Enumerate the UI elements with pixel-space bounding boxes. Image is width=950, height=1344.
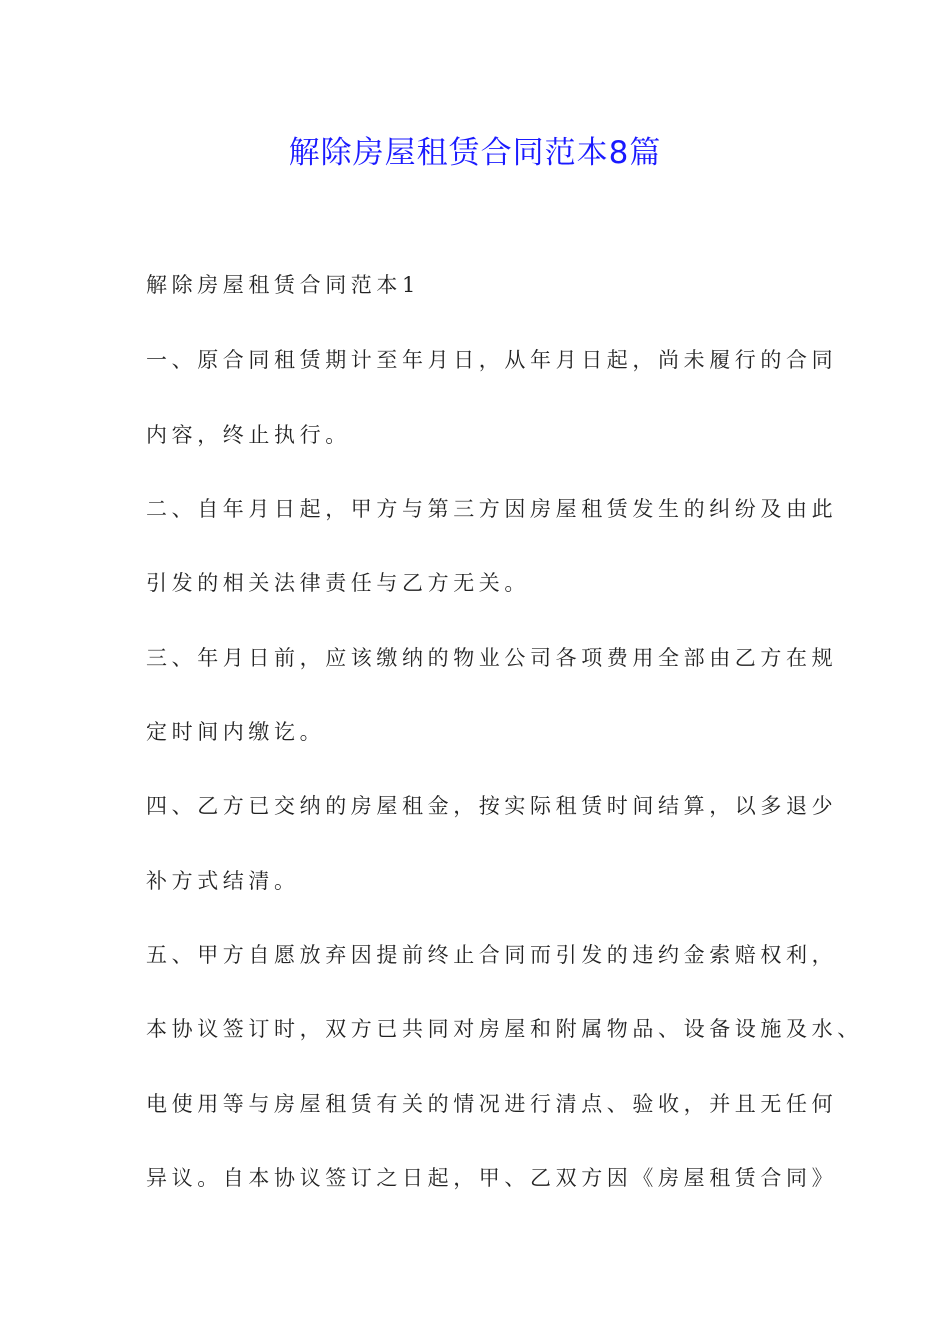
text-line: 五、甲方自愿放弃因提前终止合同而引发的违约金索赔权利，	[146, 943, 838, 967]
text-line: 本协议签订时，双方已共同对房屋和附属物品、设备设施及水、	[146, 1017, 863, 1041]
text-line: 引发的相关法律责任与乙方无关。	[146, 571, 530, 595]
text-line: 一、原合同租赁期计至年月日，从年月日起，尚未履行的合同	[146, 348, 838, 372]
text-line: 定时间内缴讫。	[146, 720, 326, 744]
section-heading: 解除房屋租赁合同范本1	[146, 273, 420, 297]
text-line: 三、年月日前，应该缴纳的物业公司各项费用全部由乙方在规	[146, 646, 838, 670]
text-line: 二、自年月日起，甲方与第三方因房屋租赁发生的纠纷及由此	[146, 497, 838, 521]
text-line: 四、乙方已交纳的房屋租金，按实际租赁时间结算，以多退少	[146, 794, 838, 818]
text-line: 异议。自本协议签订之日起，甲、乙双方因《房屋租赁合同》	[146, 1166, 838, 1190]
document-title: 解除房屋租赁合同范本8篇	[288, 135, 662, 171]
text-line: 电使用等与房屋租赁有关的情况进行清点、验收，并且无任何	[146, 1092, 838, 1116]
text-line: 补方式结清。	[146, 869, 300, 893]
text-line: 内容，终止执行。	[146, 423, 351, 447]
